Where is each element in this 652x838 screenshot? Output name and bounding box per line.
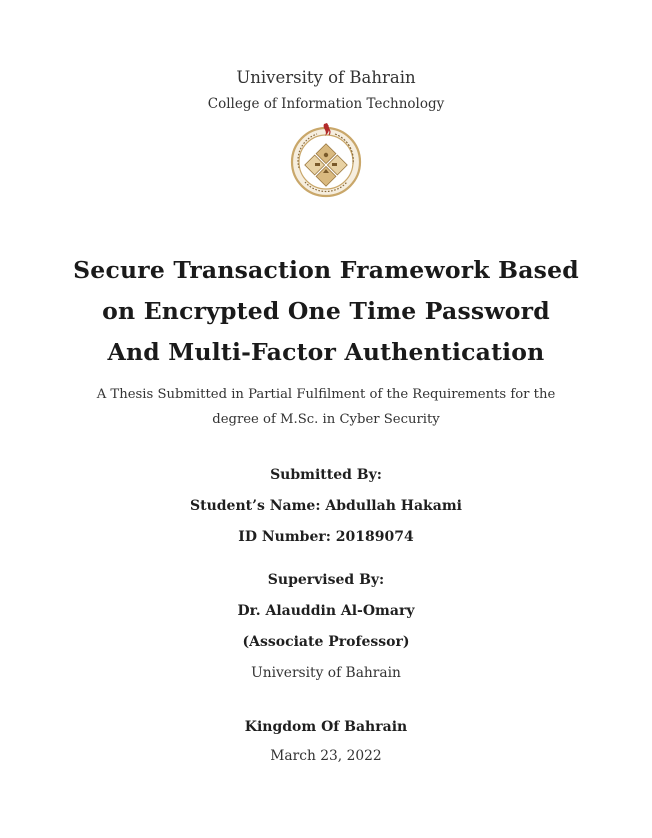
country: Kingdom Of Bahrain — [244, 719, 408, 735]
submission-date: March 23, 2022 — [270, 748, 382, 764]
thesis-title-line-2: on Encrypted One Time Password — [102, 297, 550, 325]
thesis-statement-line-2: degree of M.Sc. in Cyber Security — [212, 412, 440, 427]
thesis-title-line-3: And Multi-Factor Authentication — [107, 338, 545, 366]
student-name: Student’s Name: Abdullah Hakami — [190, 498, 462, 514]
thesis-statement-line-1: A Thesis Submitted in Partial Fulfilment of the Requirements for the — [96, 387, 556, 402]
thesis-title-line-1: Secure Transaction Framework Based — [73, 256, 579, 284]
university-name: University of Bahrain — [236, 68, 416, 87]
college-name: College of Information Technology — [207, 96, 445, 112]
supervisor-rank: (Associate Professor) — [242, 634, 410, 650]
supervised-by-heading: Supervised By: — [267, 572, 385, 588]
supervisor-institution: University of Bahrain — [251, 665, 401, 681]
supervisor-name: Dr. Alauddin Al-Omary — [237, 603, 415, 619]
university-seal-logo — [287, 120, 365, 200]
submitted-by-heading: Submitted By: — [270, 467, 382, 483]
student-id: ID Number: 20189074 — [238, 529, 414, 545]
